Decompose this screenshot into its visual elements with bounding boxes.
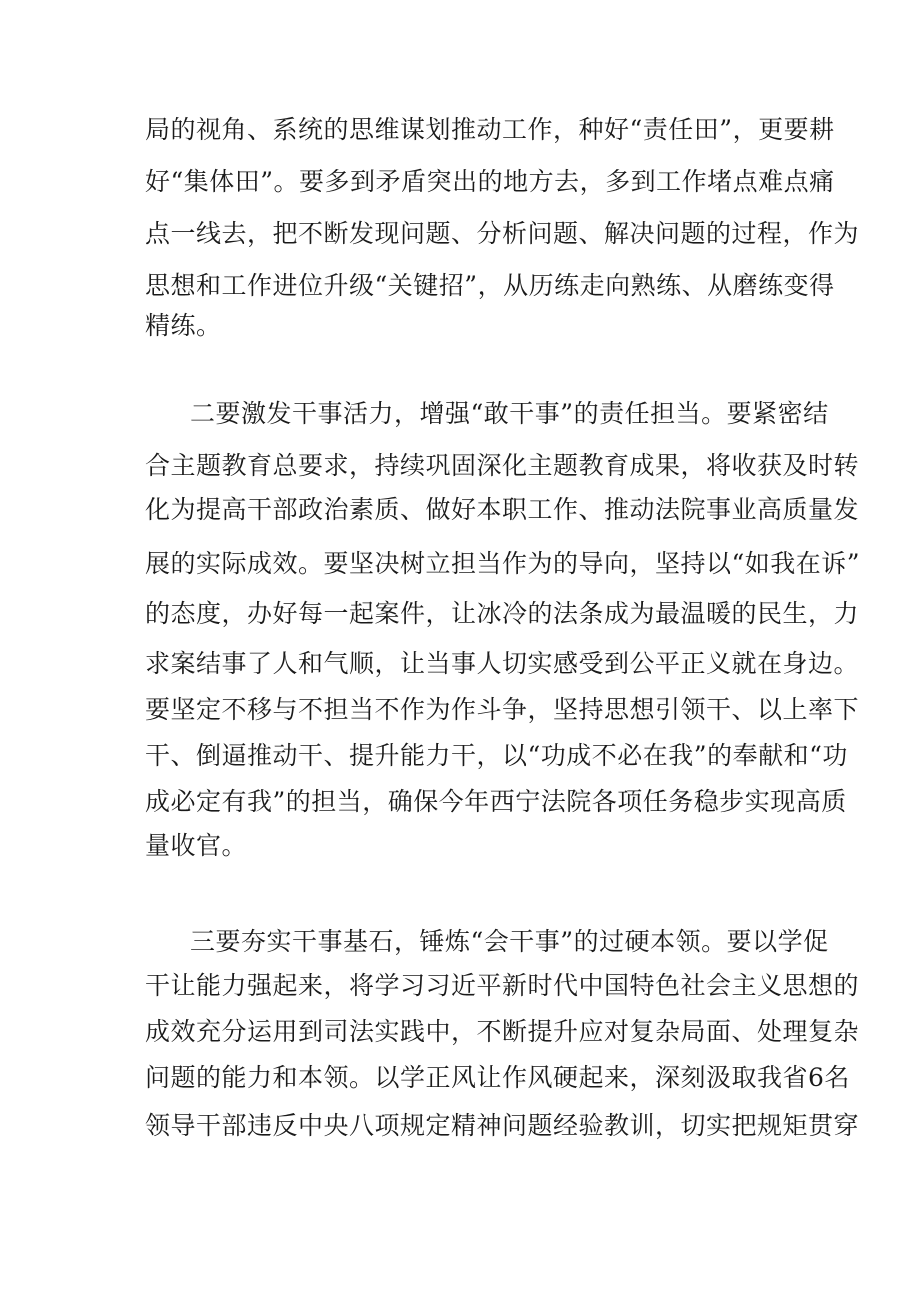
paragraph-2-line-9: 成必定有我”的担当，确保今年西宁法院各项任务稳步实现高质 — [145, 787, 847, 816]
paragraph-1-line-1: 局的视角、系统的思维谋划推动工作，种好“责任田”，更要耕 — [145, 115, 835, 144]
paragraph-2-line-10: 量收官。 — [145, 831, 248, 860]
paragraph-2-line-1: 二要激发干事活力，增强“敢干事”的责任担当。要紧密结 — [190, 399, 829, 428]
paragraph-2-line-2: 合主题教育总要求，持续巩固深化主题教育成果，将收获及时转 — [145, 451, 860, 480]
paragraph-1-line-3: 点一线去，把不断发现问题、分析问题、解决问题的过程，作为 — [145, 219, 860, 248]
paragraph-3-line-3: 成效充分运用到司法实践中，不断提升应对复杂局面、处理复杂 — [145, 1017, 860, 1046]
paragraph-2-line-8: 干、倒逼推动干、提升能力干，以“功成不必在我”的奉献和“功 — [145, 741, 848, 770]
paragraph-1-line-5: 精练。 — [145, 311, 222, 340]
paragraph-2-line-4: 展的实际成效。要坚决树立担当作为的导向，坚持以“如我在诉” — [145, 549, 861, 578]
paragraph-1-line-2: 好“集体田”。要多到矛盾突出的地方去，多到工作堵点难点痛 — [145, 167, 835, 196]
paragraph-2-line-5: 的态度，办好每一起案件，让冰冷的法条成为最温暖的民生，力 — [145, 599, 860, 628]
paragraph-2-line-6: 求案结事了人和气顺，让当事人切实感受到公平正义就在身边。 — [145, 649, 860, 678]
paragraph-3-line-2: 干让能力强起来，将学习习近平新时代中国特色社会主义思想的 — [145, 971, 860, 1000]
paragraph-3-line-5: 领导干部违反中央八项规定精神问题经验教训，切实把规矩贯穿 — [145, 1111, 860, 1140]
paragraph-3-line-1: 三要夯实干事基石，锤炼“会干事”的过硬本领。要以学促 — [190, 927, 829, 956]
paragraph-3-line-4: 问题的能力和本领。以学正风让作风硬起来，深刻汲取我省6名 — [145, 1063, 850, 1092]
paragraph-1-line-4: 思想和工作进位升级“关键招”，从历练走向熟练、从磨练变得 — [145, 271, 835, 300]
paragraph-2-line-7: 要坚定不移与不担当不作为作斗争，坚持思想引领干、以上率下 — [145, 695, 860, 724]
paragraph-2-line-3: 化为提高干部政治素质、做好本职工作、推动法院事业高质量发 — [145, 495, 860, 524]
